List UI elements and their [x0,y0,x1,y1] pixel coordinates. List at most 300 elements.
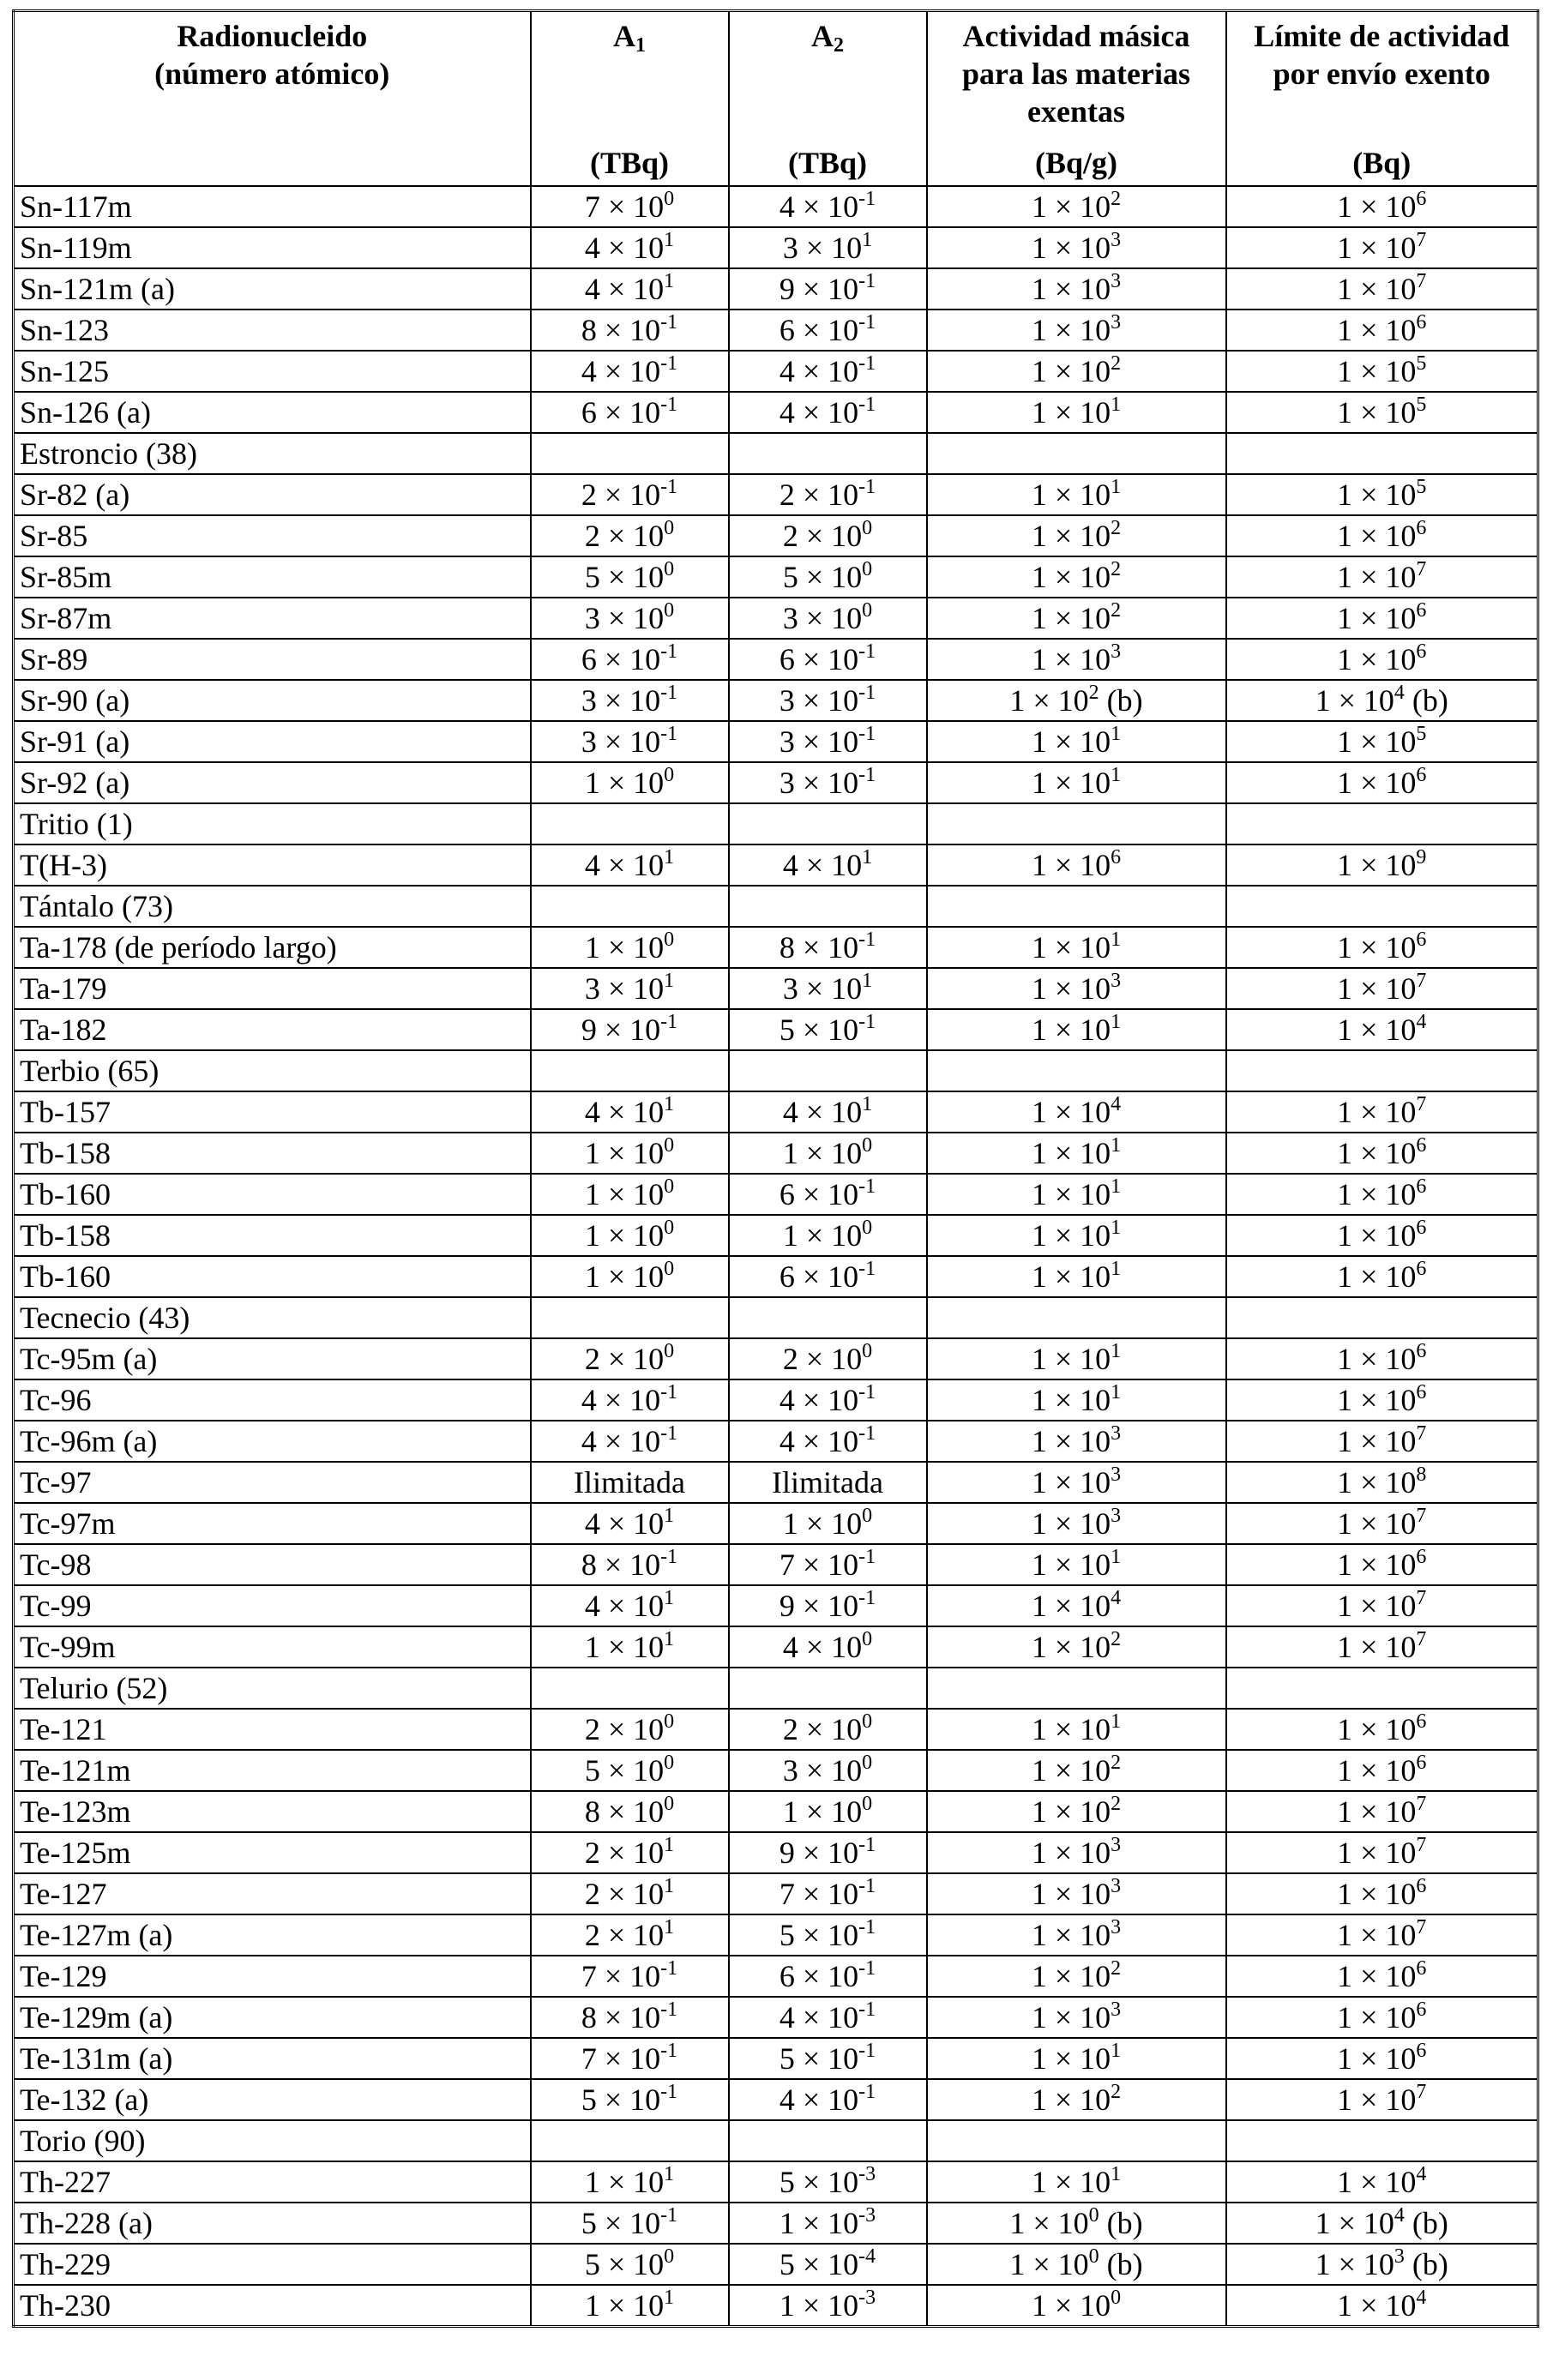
cell-radionuclide: Ta-178 (de período largo) [14,927,531,968]
cell-a1 [531,803,729,844]
table-row [14,1873,1538,1914]
value-exponent: 7 [1416,1793,1427,1815]
value-mantissa: 1 × 10 [1031,1918,1111,1952]
value-mantissa: 1 × 10 [1031,519,1111,553]
value-exponent: -1 [858,270,876,292]
value-exponent: 1 [1111,1546,1122,1568]
value-mantissa: 1 × 10 [1031,1630,1111,1664]
value-exponent: 0 [1088,2204,1099,2227]
value-exponent: 1 [1111,1134,1122,1157]
value-exponent: -4 [858,2245,876,2268]
cell-activity-limit [1226,1133,1538,1174]
value-exponent: 1 [664,1587,675,1609]
value-mantissa: 1 × 10 [782,1506,863,1541]
table-row [14,1215,1538,1256]
cell-a2 [729,227,927,268]
value-exponent: 1 [1111,1011,1122,1033]
value-exponent: 3 [1111,270,1122,292]
value-exponent: 1 [664,846,675,868]
value-footnote: (b) [1404,2206,1448,2240]
value-mantissa: 1 × 10 [1337,1918,1417,1952]
cell-radionuclide: Tc-97 [14,1462,531,1503]
value-exponent: -1 [660,394,678,416]
table-row [14,1709,1538,1750]
cell-a1 [531,968,729,1009]
value-exponent: 2 [1088,682,1099,704]
value-exponent: 0 [664,1217,675,1239]
cell-radionuclide: Sr-85 [14,515,531,556]
cell-mass-activity [927,1050,1226,1091]
value-mantissa: 1 × 10 [1031,601,1111,635]
element-group-name: Tántalo (73) [14,886,531,927]
cell-radionuclide: Tb-157 [14,1091,531,1133]
value-exponent: 1 [1111,394,1122,416]
header-a1 [531,11,729,187]
value-exponent: -1 [660,476,678,498]
table-row [14,1256,1538,1297]
value-mantissa: 1 × 10 [1337,1753,1417,1788]
value-mantissa: 5 × 10 [779,2165,859,2199]
value-footnote: (b) [1099,2206,1143,2240]
value-mantissa: 1 × 10 [1031,2082,1111,2117]
cell-a1 [531,1379,729,1421]
value-exponent: 1 [664,1505,675,1527]
cell-mass-activity [927,886,1226,927]
cell-activity-limit [1226,351,1538,392]
value-mantissa: 3 × 10 [581,683,661,718]
cell-a1 [531,1503,729,1544]
value-exponent: -1 [858,764,876,786]
cell-a2 [729,1668,927,1709]
cell-a1 [531,1256,729,1297]
cell-a2 [729,1462,927,1503]
cell-a2 [729,1914,927,1956]
value-exponent: -1 [858,1587,876,1609]
value-exponent: -1 [858,1175,876,1198]
value-exponent: 1 [664,2163,675,2185]
cell-a1 [531,2038,729,2079]
table-row [14,2038,1538,2079]
cell-activity-limit [1226,1379,1538,1421]
value-exponent: 2 [1111,2081,1122,2103]
table-body [14,186,1538,2327]
value-exponent: -3 [858,2204,876,2227]
table-row [14,1174,1538,1215]
cell-activity-limit [1226,1421,1538,1462]
value-exponent: -1 [858,311,876,334]
value-exponent: -1 [858,188,876,210]
value-exponent: 7 [1416,1422,1427,1445]
element-group-row [14,803,1538,844]
value-exponent: 5 [1416,394,1427,416]
value-exponent: -1 [858,2081,876,2103]
value-exponent: 1 [664,229,675,251]
cell-a1 [531,1585,729,1626]
cell-radionuclide: Tb-158 [14,1215,531,1256]
table-header [14,11,1538,187]
value-footnote: (b) [1099,683,1143,718]
value-exponent: 7 [1416,1916,1427,1938]
value-mantissa: 1 × 10 [1031,766,1111,800]
table-row [14,1956,1538,1997]
value-mantissa: 1 × 10 [584,1259,665,1294]
table-row [14,1091,1538,1133]
value-exponent: 1 [1111,1710,1122,1733]
element-group-name: Torio (90) [14,2120,531,2161]
value-mantissa: 2 × 10 [584,1836,665,1870]
value-mantissa: 1 × 10 [779,2288,859,2323]
value-mantissa: 1 × 10 [1031,189,1111,224]
cell-a2 [729,268,927,310]
value-mantissa: 1 × 10 [1337,2000,1417,2034]
value-mantissa: 1 × 10 [1031,1218,1111,1253]
value-mantissa: 1 × 10 [1031,1753,1111,1788]
value-exponent: 1 [1111,764,1122,786]
cell-mass-activity [927,1791,1226,1832]
cell-mass-activity [927,227,1226,268]
cell-a2 [729,803,927,844]
value-exponent: 0 [862,1134,873,1157]
cell-activity-limit [1226,1256,1538,1297]
value-mantissa: 1 × 10 [1337,1877,1417,1911]
table-row [14,1462,1538,1503]
cell-mass-activity [927,2244,1226,2285]
cell-a2 [729,1379,927,1421]
value-mantissa: 2 × 10 [779,478,859,512]
element-group-name: Tecnecio (43) [14,1297,531,1338]
value-exponent: 1 [664,970,675,992]
element-group-row [14,886,1538,927]
cell-a2 [729,968,927,1009]
cell-mass-activity [927,186,1226,227]
value-exponent: 6 [1416,1175,1427,1198]
value-exponent: 8 [1416,1463,1427,1486]
value-exponent: 1 [1111,1258,1122,1280]
cell-activity-limit [1226,762,1538,803]
table-row [14,2161,1538,2203]
cell-a1 [531,1750,729,1791]
value-mantissa: 6 × 10 [779,1259,859,1294]
cell-a2 [729,762,927,803]
value-mantissa: 1 × 10 [1031,1465,1111,1500]
cell-radionuclide: Te-123m [14,1791,531,1832]
value-mantissa: 9 × 10 [779,1836,859,1870]
cell-mass-activity [927,1256,1226,1297]
value-mantissa: 2 × 10 [584,1712,665,1746]
value-mantissa: 1 × 10 [584,1136,665,1170]
value-exponent: -1 [660,1381,678,1403]
value-mantissa: 1 × 10 [1337,354,1417,388]
value-exponent: 3 [1111,1875,1122,1897]
value-exponent: 6 [1416,1546,1427,1568]
value-mantissa: 1 × 10 [1337,971,1417,1006]
value-exponent: 2 [1111,1957,1122,1980]
value-mantissa: 1 × 10 [1031,1836,1111,1870]
cell-activity-limit [1226,392,1538,433]
cell-activity-limit [1226,1873,1538,1914]
value-mantissa: 1 × 10 [1337,601,1417,635]
value-mantissa: 1 × 10 [1031,642,1111,676]
cell-a1 [531,515,729,556]
cell-mass-activity [927,639,1226,680]
cell-activity-limit [1226,515,1538,556]
value-mantissa: 1 × 10 [1337,1794,1417,1829]
value-exponent: 9 [1416,846,1427,868]
value-exponent: 6 [1416,1998,1427,2021]
cell-activity-limit [1226,1338,1538,1379]
value-exponent: -1 [660,640,678,663]
cell-mass-activity [927,1091,1226,1133]
value-mantissa: Ilimitada [772,1465,883,1500]
cell-radionuclide: Te-127 [14,1873,531,1914]
cell-radionuclide: Te-129m (a) [14,1997,531,2038]
value-mantissa: 3 × 10 [779,766,859,800]
value-exponent: 4 [1416,2163,1427,2185]
value-exponent: 4 [1416,1011,1427,1033]
value-exponent: 1 [862,846,873,868]
value-exponent: 7 [1416,1834,1427,1856]
value-mantissa: 1 × 10 [1337,1218,1417,1253]
value-exponent: -1 [858,1875,876,1897]
table-row [14,1585,1538,1626]
value-mantissa: 1 × 10 [584,930,665,965]
cell-a1 [531,1956,729,1997]
cell-activity-limit [1226,2038,1538,2079]
cell-a2 [729,1626,927,1668]
value-mantissa: 1 × 10 [1315,683,1394,718]
value-mantissa: 3 × 10 [779,683,859,718]
value-exponent: 6 [1416,764,1427,786]
cell-radionuclide: Te-121 [14,1709,531,1750]
cell-mass-activity [927,598,1226,639]
table-row [14,310,1538,351]
table-row [14,1379,1538,1421]
cell-a2 [729,2079,927,2120]
value-mantissa: 1 × 10 [782,1794,863,1829]
cell-a2 [729,1832,927,1873]
value-mantissa: 1 × 10 [1337,1136,1417,1170]
value-exponent: 0 [664,1340,675,1362]
value-mantissa: 3 × 10 [782,231,863,265]
cell-a1 [531,1091,729,1133]
cell-a2 [729,351,927,392]
value-exponent: -1 [660,723,678,745]
value-mantissa: 1 × 10 [1031,2000,1111,2034]
cell-mass-activity [927,1462,1226,1503]
cell-a1 [531,598,729,639]
value-mantissa: 1 × 10 [1337,1424,1417,1458]
cell-a2 [729,1174,927,1215]
value-mantissa: 5 × 10 [584,1753,665,1788]
value-exponent: 3 [1111,1916,1122,1938]
value-exponent: 1 [862,1093,873,1115]
cell-a1 [531,1421,729,1462]
value-exponent: 6 [1416,311,1427,334]
cell-mass-activity [927,1914,1226,1956]
value-mantissa: 1 × 10 [1337,231,1417,265]
header-a2 [729,11,927,187]
value-exponent: -1 [858,2040,876,2062]
header-mass-activity-unit: (Bq/g) [1034,146,1117,180]
cell-a2 [729,392,927,433]
value-mantissa: 1 × 10 [1337,1013,1417,1047]
value-mantissa: 9 × 10 [779,272,859,306]
cell-a2 [729,1503,927,1544]
value-exponent: -1 [660,2040,678,2062]
cell-a1 [531,639,729,680]
cell-radionuclide: Tb-160 [14,1256,531,1297]
header-a1-symbol: $A_1$ [613,19,646,57]
value-mantissa: 1 × 10 [1031,848,1111,882]
cell-a1 [531,680,729,721]
cell-a2 [729,1421,927,1462]
cell-activity-limit [1226,1750,1538,1791]
value-exponent: 1 [1111,2163,1122,2185]
value-mantissa: 1 × 10 [1031,1877,1111,1911]
cell-mass-activity [927,515,1226,556]
value-mantissa: 1 × 10 [1031,1383,1111,1417]
table-row [14,2203,1538,2244]
value-mantissa: 1 × 10 [1031,2288,1111,2323]
value-mantissa: 1 × 10 [1337,1630,1417,1664]
cell-mass-activity [927,474,1226,515]
value-exponent: -1 [858,640,876,663]
value-mantissa: 2 × 10 [584,1877,665,1911]
value-exponent: -1 [858,1916,876,1938]
cell-mass-activity [927,1379,1226,1421]
cell-a2 [729,639,927,680]
cell-mass-activity [927,351,1226,392]
cell-mass-activity [927,1832,1226,1873]
cell-activity-limit [1226,2120,1538,2161]
cell-mass-activity [927,2120,1226,2161]
value-mantissa: 1 × 10 [1337,1836,1417,1870]
element-group-name: Estroncio (38) [14,433,531,474]
cell-a1 [531,1791,729,1832]
value-mantissa: 9 × 10 [581,1013,661,1047]
cell-radionuclide: Te-121m [14,1750,531,1791]
value-exponent: 0 [1111,2287,1122,2309]
value-mantissa: 7 × 10 [581,1959,661,1993]
cell-mass-activity [927,762,1226,803]
cell-mass-activity [927,268,1226,310]
value-exponent: 0 [664,517,675,539]
cell-radionuclide: Tc-98 [14,1544,531,1585]
value-exponent: 7 [1416,1587,1427,1609]
cell-a1 [531,1626,729,1668]
cell-mass-activity [927,1297,1226,1338]
cell-a1 [531,268,729,310]
value-mantissa: 5 × 10 [581,2206,661,2240]
table-row [14,598,1538,639]
value-exponent: 1 [862,229,873,251]
cell-a2 [729,721,927,762]
cell-radionuclide: T(H-3) [14,844,531,886]
table-row [14,2244,1538,2285]
value-mantissa: 5 × 10 [779,1013,859,1047]
value-mantissa: 1 × 10 [1337,2288,1417,2323]
table-row [14,1503,1538,1544]
cell-activity-limit [1226,1585,1538,1626]
value-exponent: 3 [1111,1463,1122,1486]
value-exponent: -1 [660,1011,678,1033]
value-mantissa: 1 × 10 [1031,1177,1111,1211]
value-mantissa: 1 × 10 [1337,519,1417,553]
cell-a2 [729,2203,927,2244]
cell-activity-limit [1226,1462,1538,1503]
cell-activity-limit [1226,1956,1538,1997]
value-mantissa: 1 × 10 [1337,189,1417,224]
cell-a1 [531,844,729,886]
value-mantissa: 1 × 10 [1031,478,1111,512]
value-mantissa: 1 × 10 [1031,1959,1111,1993]
value-mantissa: 8 × 10 [581,2000,661,2034]
value-mantissa: 1 × 10 [1031,1548,1111,1582]
cell-a2 [729,1585,927,1626]
header-activity-limit-unit: (Bq) [1352,146,1412,180]
cell-activity-limit [1226,474,1538,515]
cell-mass-activity [927,1585,1226,1626]
header-a2-unit: (TBq) [787,146,868,180]
cell-activity-limit [1226,310,1538,351]
value-exponent: 0 [1088,2245,1099,2268]
value-mantissa: 1 × 10 [1337,1712,1417,1746]
value-exponent: -1 [858,1381,876,1403]
value-exponent: 1 [664,1093,675,1115]
cell-activity-limit [1226,639,1538,680]
value-exponent: -1 [660,1998,678,2021]
cell-a2 [729,1133,927,1174]
value-exponent: 1 [664,2287,675,2309]
element-group-row [14,1668,1538,1709]
cell-mass-activity [927,844,1226,886]
value-mantissa: 3 × 10 [584,971,665,1006]
cell-a2 [729,1709,927,1750]
cell-activity-limit [1226,1009,1538,1050]
cell-activity-limit [1226,1215,1538,1256]
value-exponent: 6 [1416,1875,1427,1897]
value-exponent: 0 [664,558,675,580]
value-mantissa: 3 × 10 [584,601,665,635]
value-mantissa: 4 × 10 [779,395,859,430]
value-mantissa: 1 × 10 [1031,971,1111,1006]
cell-a1 [531,1832,729,1873]
value-mantissa: 2 × 10 [782,1342,863,1376]
table-row [14,1750,1538,1791]
cell-a2 [729,515,927,556]
cell-a1 [531,1338,729,1379]
value-mantissa: 1 × 10 [1009,2247,1089,2281]
cell-a1 [531,1133,729,1174]
value-footnote: (b) [1404,683,1448,718]
value-exponent: 0 [664,1175,675,1198]
value-mantissa: 4 × 10 [584,272,665,306]
table-row [14,1832,1538,1873]
cell-mass-activity [927,392,1226,433]
value-exponent: 2 [1111,517,1122,539]
value-exponent: 7 [1416,558,1427,580]
cell-activity-limit [1226,433,1538,474]
value-exponent: 3 [1393,2245,1405,2268]
value-mantissa: 1 × 10 [779,2206,859,2240]
value-mantissa: 1 × 10 [584,1630,665,1664]
radionuclide-table [12,9,1539,2328]
cell-a2 [729,2120,927,2161]
cell-radionuclide: Sn-117m [14,186,531,227]
value-exponent: -1 [660,1957,678,1980]
cell-activity-limit [1226,2244,1538,2285]
header-a2-symbol: $A_2$ [811,19,844,57]
